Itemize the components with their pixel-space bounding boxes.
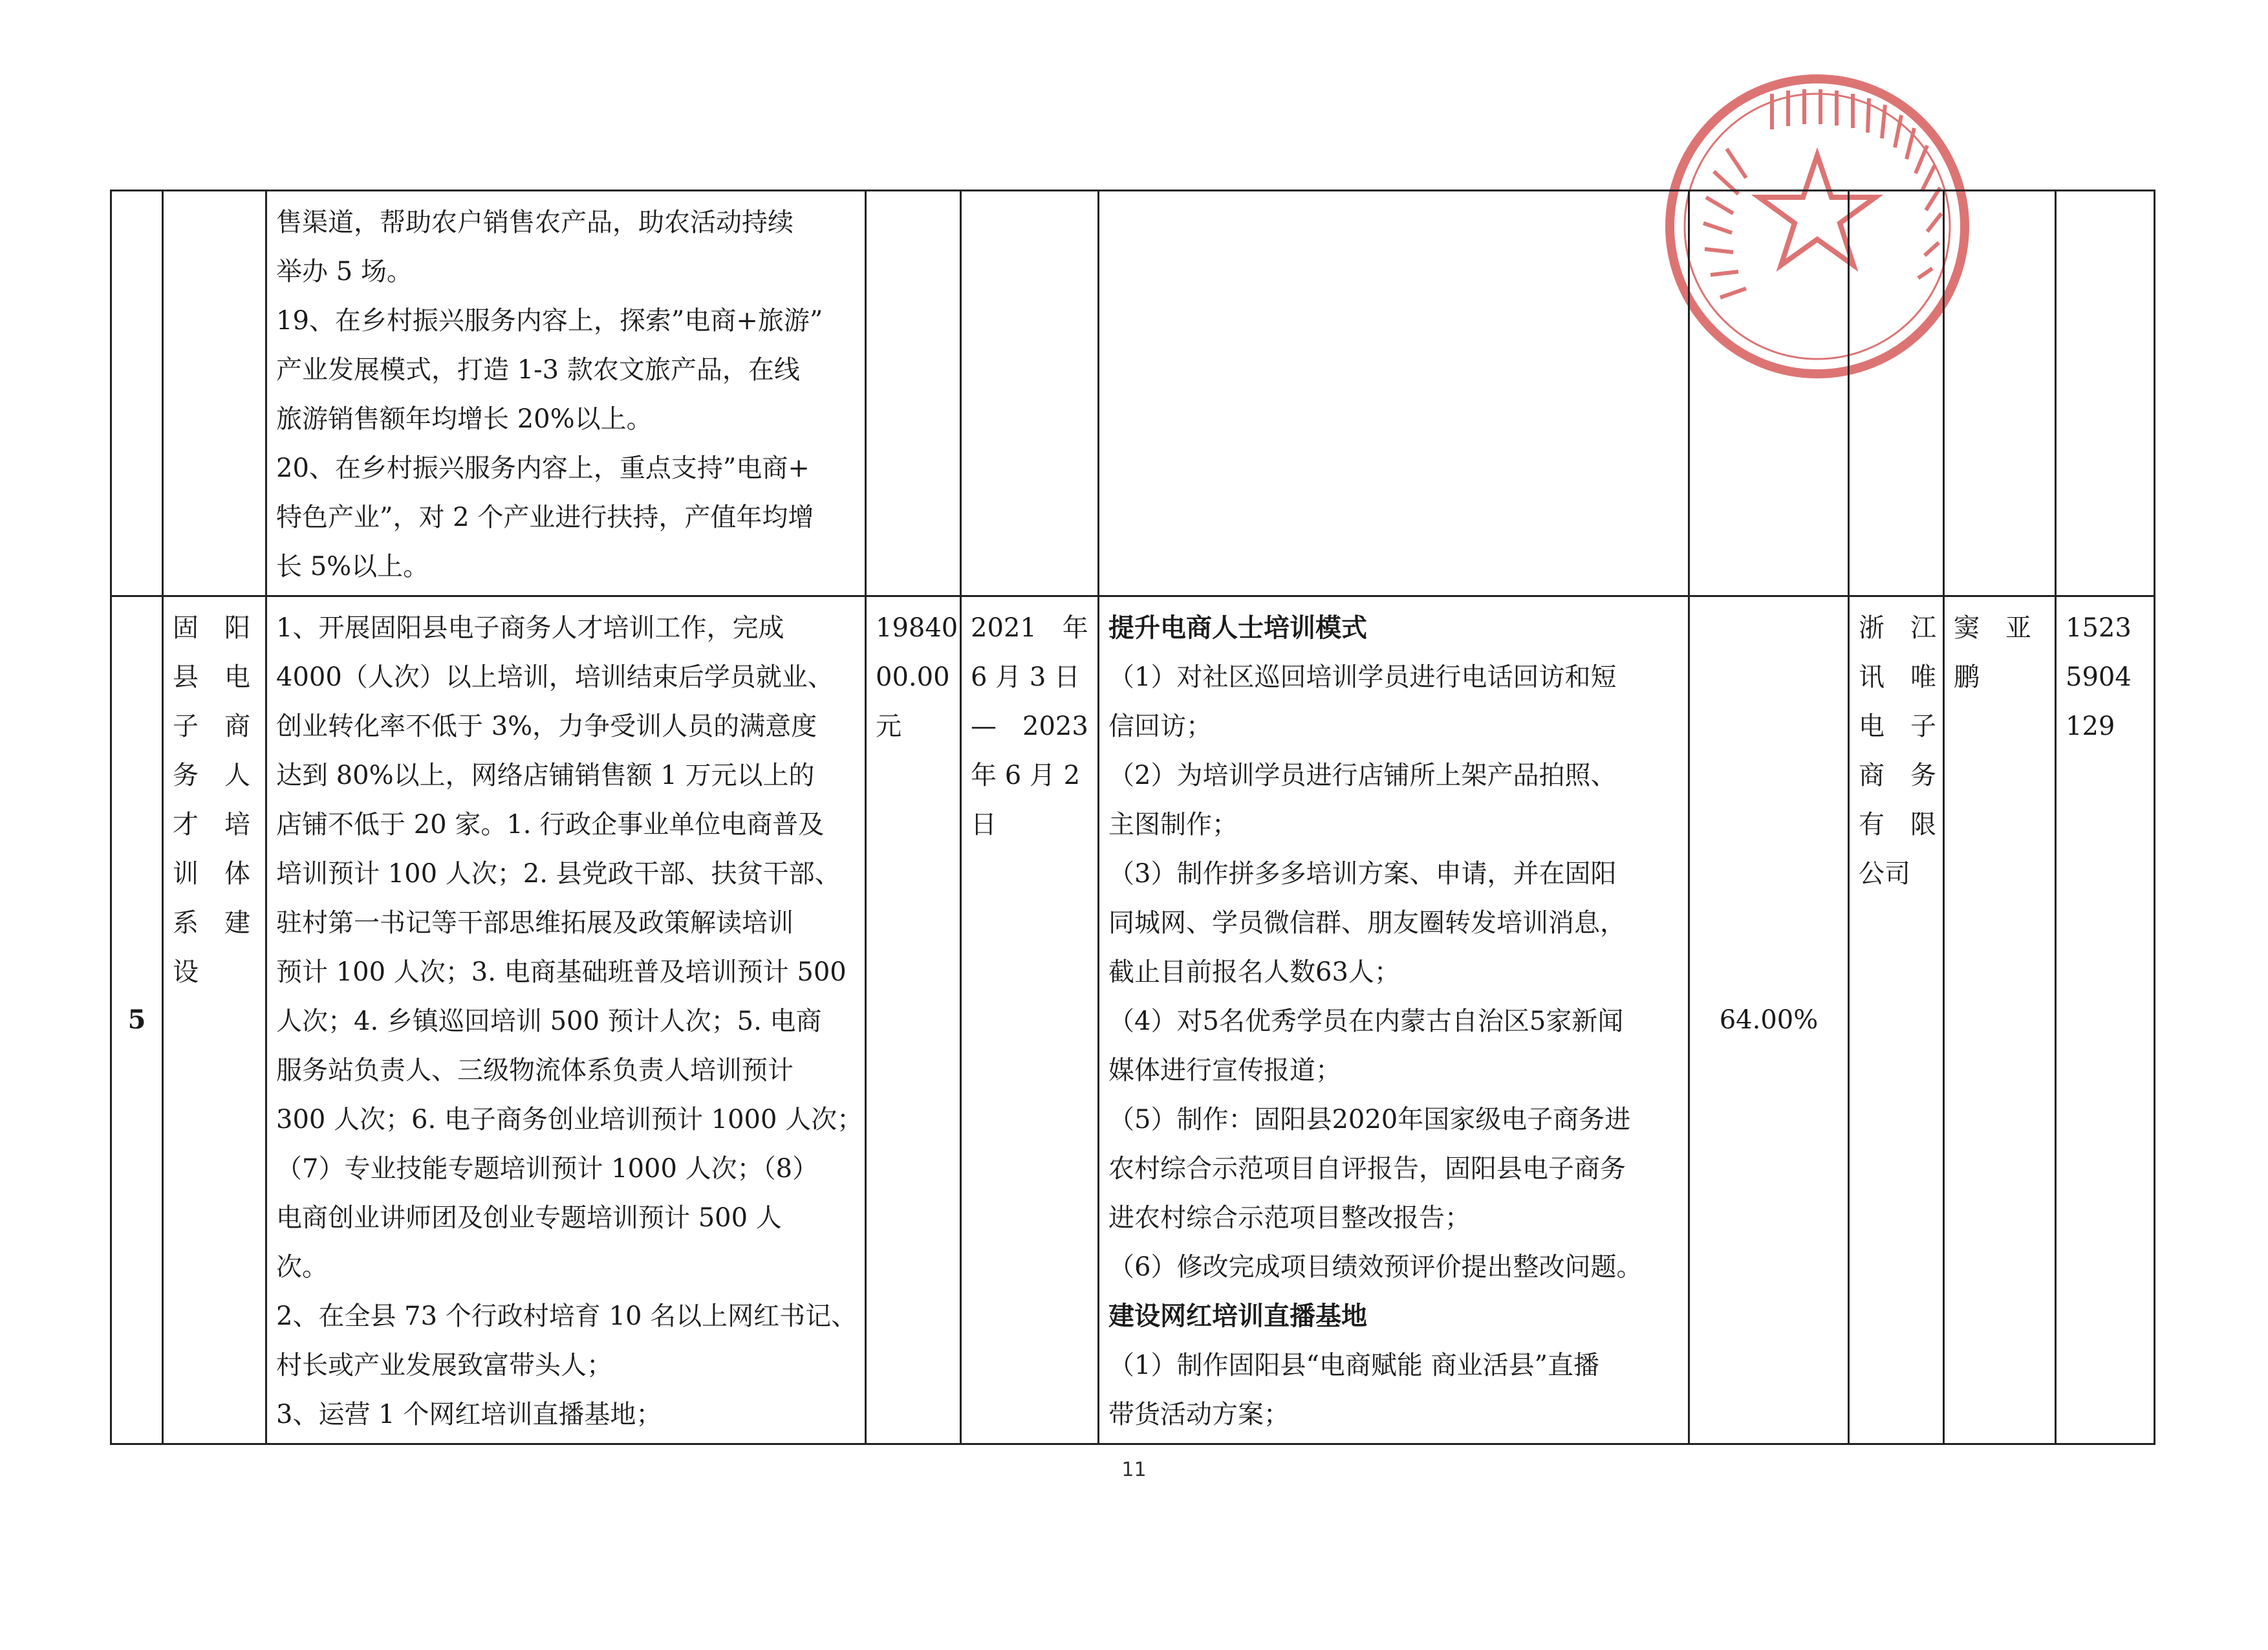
- content-cell: 售渠道，帮助农户销售农产品，助农活动持续 举办 5 场。 19、在乡村振兴服务内容上，探索”电商+旅游” 产业发展模式，打造 1-3 款农文旅产品，在线 旅游销售额年均增长 20%以上。 20、在乡村振兴服务内容上，重点支持”电商+ 特色产业”，对 2 个产业进行扶持，产值年均增 长 5%以上。: [266, 191, 866, 596]
- company-cell: [1849, 191, 1944, 596]
- amount-cell: 19840 00.00 元: [866, 596, 961, 1444]
- table-row-5: [111, 596, 2155, 1444]
- completion-rate-cell: 64.00%: [1689, 596, 1849, 1444]
- completion-cell: [1689, 191, 1849, 596]
- row-number-cell: [111, 191, 163, 596]
- contact-cell: [1944, 191, 2056, 596]
- progress-heading: 建设网红培训直播基地: [1108, 1301, 1367, 1331]
- period-cell: [961, 191, 1099, 596]
- page-number: 11: [1121, 1459, 1147, 1481]
- progress-cell: 提升电商人士培训模式 （1）对社区巡回培训学员进行电话回访和短 信回访； （2）为培训学员进行店铺所上架产品拍照、 主图制作； （3）制作拼多多培训方案、申请，并在固阳 同城网、学员微信群、朋友圈转发培训消息， 截止目前报名人数63人； （4）对5名优秀学员在内蒙古自治区5家新闻 媒体进行宣传报道； （5）制作：固阳县2020年国家级电子商务进 农村综合示范项目自评报告，固阳县电子商务 进农村综合示范项目整改报告； （6）修改完成项目绩效预评价提出整改问题。 建设网红培训直播基地 （1）制作固阳县“电商赋能 商业活县”直播 带货活动方案；: [1099, 596, 1689, 1444]
- progress-cell: [1099, 191, 1689, 596]
- company-cell: 浙 江 讯 唯 电 子 商 务 有 限 公司: [1849, 596, 1944, 1444]
- project-name-cell: 固 阳 县 电 子 商 务 人 才 培 训 体 系 建 设: [163, 596, 266, 1444]
- table-row-continued: [111, 191, 2155, 596]
- project-table: [110, 190, 2155, 1445]
- phone-cell: [2056, 191, 2155, 596]
- progress-heading: 提升电商人士培训模式: [1108, 613, 1367, 643]
- content-cell: 1、开展固阳县电子商务人才培训工作，完成 4000（人次）以上培训，培训结束后学员就业、 创业转化率不低于 3%，力争受训人员的满意度 达到 80%以上，网络店铺销售额 1 万元以上的 店铺不低于 20 家。1. 行政企事业单位电商普及 培训预计 100 人次；2. 县党政干部、扶贫干部、 驻村第一书记等干部思维拓展及政策解读培训 预计 100 人次；3. 电商基础班普及培训预计 500 人次；4. 乡镇巡回培训 500 预计人次；5. 电商 服务站负责人、三级物流体系负责人培训预计 300 人次；6. 电子商务创业培训预计 1000 人次； （7）专业技能专题培训预计 1000 人次；（8） 电商创业讲师团及创业专题培训预计 500 人 次。 2、在全县 73 个行政村培育 10 名以上网红书记、 村长或产业发展致富带头人； 3、运营 1 个网红培训直播基地；: [266, 596, 866, 1444]
- project-name-cell: [163, 191, 266, 596]
- amount-cell: [866, 191, 961, 596]
- period-cell: 2021 年 6 月 3 日 — 2023 年 6 月 2 日: [961, 596, 1099, 1444]
- row-number-cell: 5: [111, 596, 163, 1444]
- contact-cell: 窦 亚 鹏: [1944, 596, 2056, 1444]
- phone-cell: 1523 5904 129: [2056, 596, 2155, 1444]
